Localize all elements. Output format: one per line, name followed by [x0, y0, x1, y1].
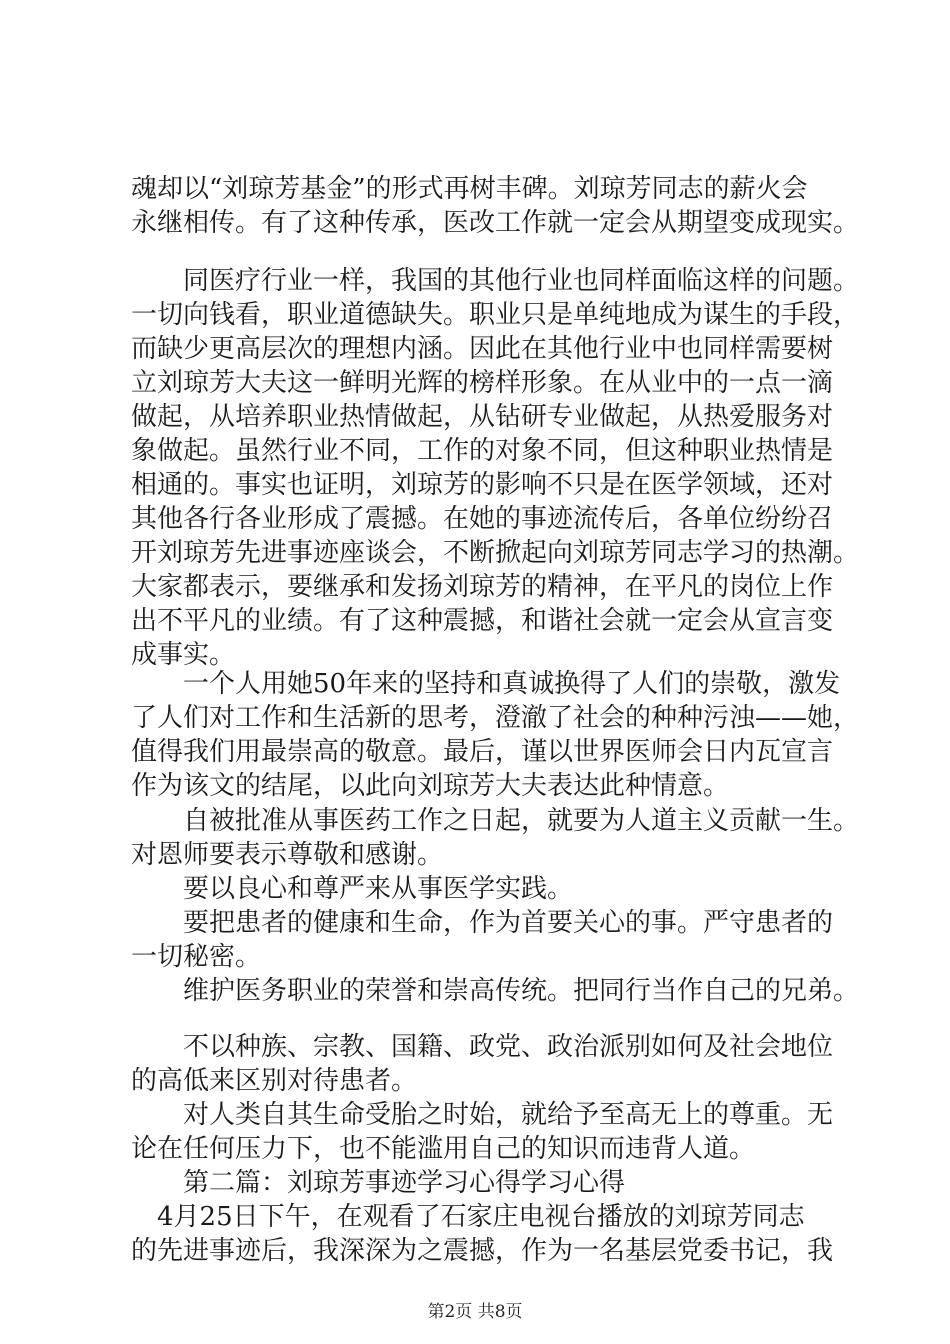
- text-line: 象做起。虽然行业不同，工作的对象不同，但这种职业热情是: [131, 436, 834, 466]
- text-line: 魂却以“刘琼芳基金”的形式再树丰碑。刘琼芳同志的薪火会: [131, 174, 808, 204]
- text-line: 要把患者的健康和生命，作为首要关心的事。严守患者的: [131, 908, 834, 938]
- text-line: 立刘琼芳大夫这一鲜明光辉的榜样形象。在从业中的一点一滴: [131, 368, 834, 398]
- text-line: 永继相传。有了这种传承，医改工作就一定会从期望变成现实。: [131, 208, 860, 238]
- text-line: 自被批准从事医药工作之日起，就要为人道主义贡献一生。: [131, 806, 860, 836]
- text-line: 做起，从培养职业热情做起，从钻研专业做起，从热爱服务对: [131, 402, 834, 432]
- text-line: 的高低来区别对待患者。: [131, 1066, 418, 1096]
- text-line: 论在任何压力下，也不能滥用自己的知识而违背人道。: [131, 1134, 756, 1164]
- text-line: 开刘琼芳先进事迹座谈会，不断掀起向刘琼芳同志学习的热潮。: [131, 538, 860, 568]
- text-line: 其他各行各业形成了震撼。在她的事迹流传后，各单位纷纷召: [131, 504, 834, 534]
- text-line: 要以良心和尊严来从事医学实践。: [131, 874, 574, 904]
- text-line: 一切向钱看，职业道德缺失。职业只是单纯地成为谋生的手段，: [131, 300, 860, 330]
- text-line: 值得我们用最崇高的敬意。最后，谨以世界医师会日内瓦宣言: [131, 737, 834, 767]
- text-line: 对恩师要表示尊敬和感谢。: [131, 840, 444, 870]
- text-line: 对人类自其生命受胎之时始，就给予至高无上的尊重。无: [131, 1100, 834, 1130]
- page-number-footer: 第2页 共8页: [427, 1302, 523, 1322]
- text-line: 大家都表示，要继承和发扬刘琼芳的精神，在平凡的岗位上作: [131, 572, 834, 602]
- text-line: 了人们对工作和生活新的思考，澄澈了社会的种种污浊——她，: [131, 703, 860, 733]
- text-line: 一个人用她50年来的坚持和真诚换得了人们的崇敬，激发: [131, 669, 841, 699]
- text-line: 的先进事迹后，我深深为之震撼，作为一名基层党委书记，我: [131, 1236, 834, 1266]
- text-line: 不以种族、宗教、国籍、政党、政治派别如何及社会地位: [131, 1032, 834, 1062]
- text-line: 第二篇：刘琼芳事迹学习心得学习心得: [131, 1168, 626, 1198]
- text-line: 维护医务职业的荣誉和崇高传统。把同行当作自己的兄弟。: [131, 976, 860, 1006]
- text-line: 出不平凡的业绩。有了这种震撼，和谐社会就一定会从宣言变: [131, 606, 834, 636]
- text-line: 一切秘密。: [131, 942, 262, 972]
- text-line: 同医疗行业一样，我国的其他行业也同样面临这样的问题。: [131, 266, 860, 296]
- text-line: 4月25日下午，在观看了石家庄电视台播放的刘琼芳同志: [131, 1202, 805, 1232]
- text-line: 成事实。: [131, 640, 236, 670]
- text-line: 作为该文的结尾，以此向刘琼芳大夫表达此种情意。: [131, 771, 730, 801]
- text-line: 而缺少更高层次的理想内涵。因此在其他行业中也同样需要树: [131, 334, 834, 364]
- text-line: 相通的。事实也证明，刘琼芳的影响不只是在医学领域，还对: [131, 470, 834, 500]
